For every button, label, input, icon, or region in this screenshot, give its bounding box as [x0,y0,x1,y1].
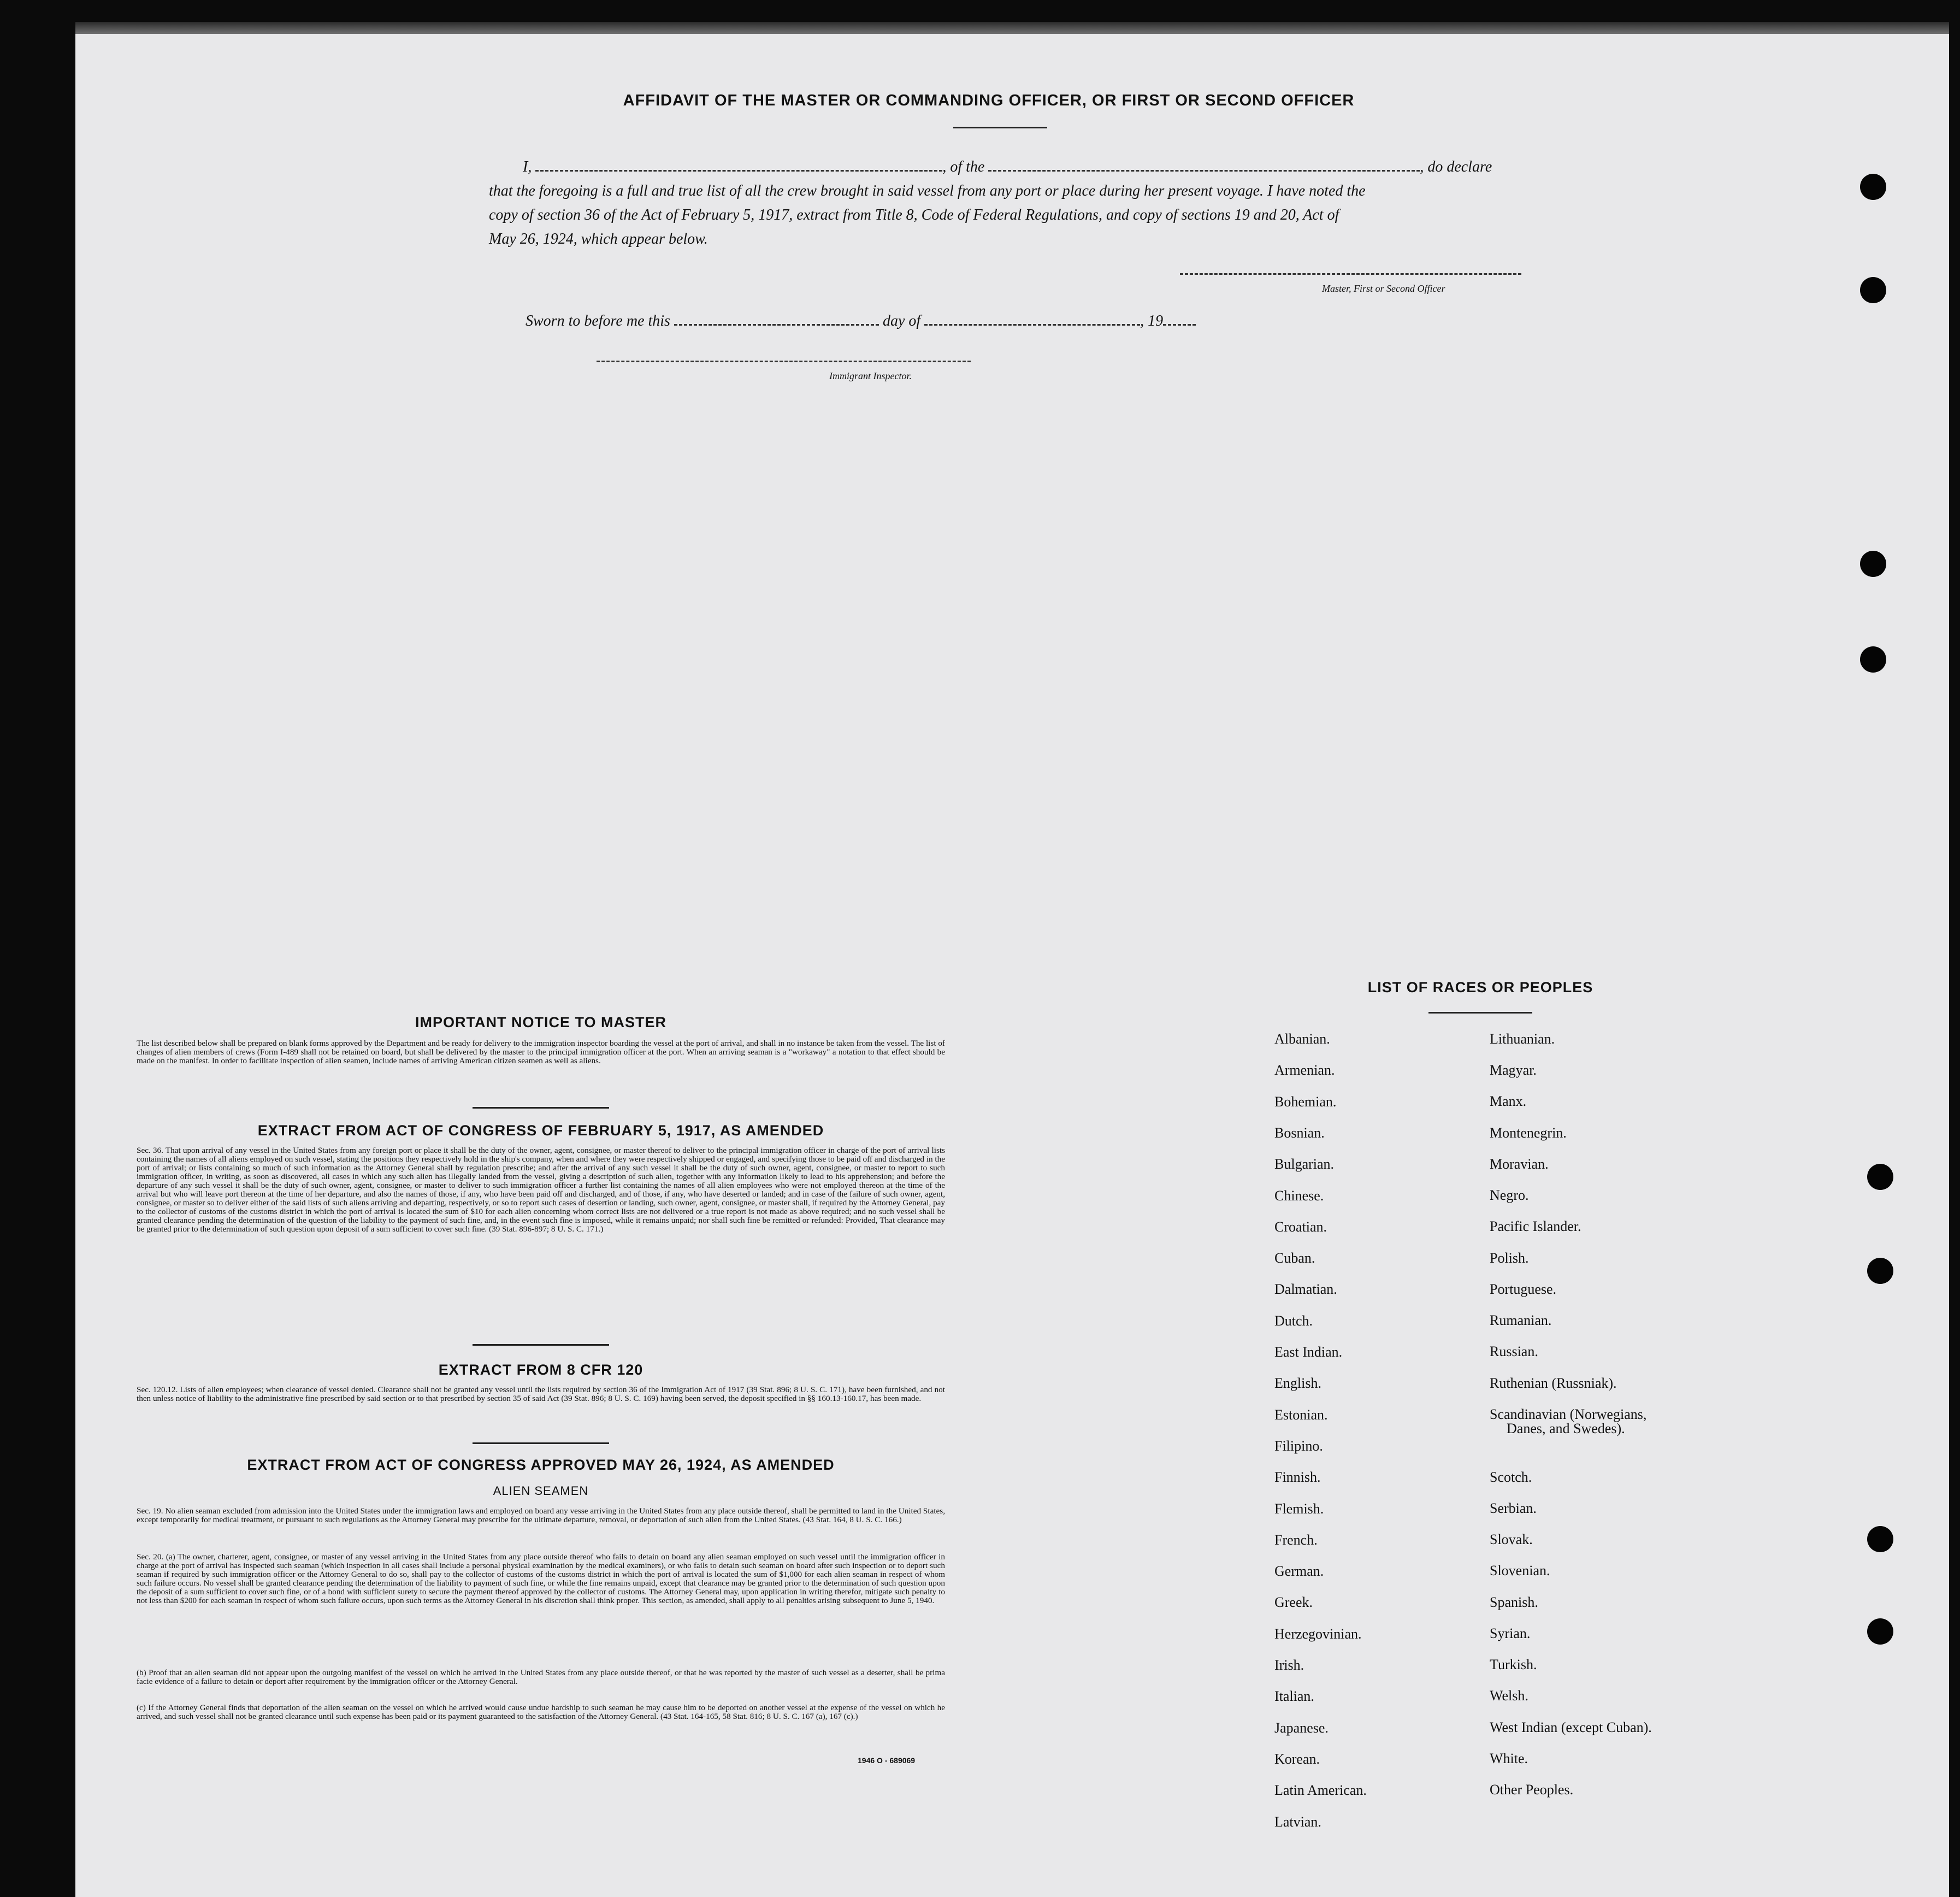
race-item: Korean. [1274,1751,1320,1767]
affidavit-declaration [489,155,1524,251]
race-item: Slovenian. [1490,1563,1550,1578]
race-item: Chinese. [1274,1187,1324,1204]
race-item: Manx. [1490,1093,1527,1109]
divider [1428,1012,1532,1014]
affidavit-declare: , do declare [1420,158,1492,175]
day-of-label: day of [882,313,921,329]
race-item: West Indian (except Cuban). [1490,1719,1652,1735]
race-item: Danes, and Swedes). [1507,1421,1625,1436]
punch-hole [1860,174,1886,200]
sworn-year-blank[interactable] [1163,313,1196,326]
sworn-day-blank[interactable] [674,313,879,326]
punch-hole [1867,1258,1893,1284]
race-item: Moravian. [1490,1156,1549,1172]
name-blank[interactable] [535,159,942,172]
race-item: Greek. [1274,1594,1313,1611]
affidavit-of-the: , of the [942,158,985,175]
race-item: Slovak. [1490,1531,1533,1547]
race-item: Other Peoples. [1490,1782,1574,1798]
race-item: Rumanian. [1490,1312,1552,1328]
races-title: LIST OF RACES OR PEOPLES [1367,979,1593,995]
race-item: Magyar. [1490,1062,1537,1078]
race-item: English. [1274,1375,1321,1392]
punch-hole [1867,1618,1893,1645]
inspector-signature-label: Immigrant Inspector. [829,370,912,381]
race-item: White. [1490,1751,1528,1766]
affidavit-title: AFFIDAVIT OF THE MASTER OR COMMANDING OFFICER, OR FIRST OR SECOND OFFICER [623,92,1355,109]
race-item: Montenegrin. [1490,1125,1567,1141]
race-item: Flemish. [1274,1500,1324,1517]
affidavit-line-2: that the foregoing is a full and true list of all the crew brought in said vessel from any port or place during her present voyage. I have noted the [489,182,1366,199]
race-item: Scotch. [1490,1469,1532,1485]
race-item: Dutch. [1274,1312,1313,1329]
punch-hole [1860,277,1886,303]
race-item: Albanian. [1274,1031,1330,1047]
race-item: Russian. [1490,1344,1538,1359]
master-signature-line[interactable] [1180,273,1521,275]
race-item: Finnish. [1274,1469,1321,1486]
race-item: Spanish. [1490,1594,1538,1610]
race-item: Bohemian. [1274,1093,1337,1110]
notice-body: The list described below shall be prepared on blank forms approved by the Department and be ready for delivery to the immigration inspector boarding the vessel at the port of arrival, and shall in no instance be taken from the vessel. The list of changes of alien members of crews (Form I-489 shall not be retained on board, but shall be delivered by the master to the principal immigration officer at the port. When an arriving seaman is a "workaway" a notation to that effect should be made on the manifest. In order to facilitate inspection of alien seamen, include names of arriving American citizen seamen as well as aliens. [137,1039,945,1065]
race-item: Lithuanian. [1490,1031,1555,1047]
print-code: 1946 O - 689069 [858,1756,916,1765]
race-item: Ruthenian (Russniak). [1490,1375,1617,1391]
sworn-line [526,309,1196,333]
extract-1917-title: EXTRACT FROM ACT OF CONGRESS OF FEBRUARY 5, 1917, AS AMENDED [257,1122,824,1139]
extract-1917-body: Sec. 36. That upon arrival of any vessel in the United States from any foreign port or place it shall be the duty of the owner, agent, consignee, or master thereof to deliver to the principal immigration officer in charge of the port of arrival lists containing the names of all aliens employed on such vessel, stating the positions they respectively hold in the ship's company, when and where they were respectively shipped or engaged, and specifying those to be paid off and discharged in the port of arrival; or lists containing so much of such information as the Attorney General shall by regulation prescribe; and after the arrival of any such vessel it shall be the duty of such owner, agent, consignee, or master to report to such immigration officer, in writing, as soon as discovered, all cases in which any such alien has illegally landed from the vessel, giving a description of such alien, together with any information likely to lead to his apprehension; and before the departure of any such vessel it shall be the duty of such owner, agent, consignee, or master to deliver to such immigration officer a further list containing the names of all alien employees who were not employed thereon at the time of the arrival but who will leave port thereon at the time of her departure, and also the names of those, if any, who have been paid off and discharged, and of those, if any, who have deserted or landed; and in case of the failure of such owner, agent, consignee, or master so to deliver either of the said lists of such aliens arriving and departing, respectively, or so to report such cases of desertion or landing, such owner, agent, consignee, or master shall, if required by the Attorney General, pay to the collector of customs of the customs district in which the port of arrival is located the sum of $10 for each alien concerning whom correct lists are not delivered or a true report is not made as above required; and no such vessel shall be granted clearance pending the determination of the question of the liability to the payment of such fine, and, in the event such fine is imposed, while it remains unpaid; nor shall such fine be remitted or refunded: Provided, That clearance may be granted prior to the determination of such question upon deposit of a sum sufficient to cover such fine. (39 Stat. 896-897; 8 U. S. C. 171.) [137,1146,945,1234]
punch-hole [1860,551,1886,577]
punch-hole [1867,1526,1893,1552]
race-item: Italian. [1274,1688,1314,1705]
affidavit-line-3: copy of section 36 of the Act of February 5, 1917, extract from Title 8, Code of Federal Regulations, and copy of sections 19 and 20, Act of [489,207,1339,223]
extract-1924-sec19: Sec. 19. No alien seaman excluded from admission into the United States under the immigration laws and employed on board any vesse arriving in the United States from any place outside thereof, shall be permitted to land in the United States, except temporarily for medical treatment, or pursuant to such regulations as the Attorney General may prescribe for the ultimate departure, removal, or deportation of such alien from the United States. (43 Stat. 164, 8 U. S. C. 166.) [137,1506,945,1524]
sworn-label: Sworn to before me this [526,313,670,329]
race-item: Serbian. [1490,1500,1537,1516]
race-item: Turkish. [1490,1657,1537,1672]
race-item: Armenian. [1274,1062,1335,1079]
race-item: Latin American. [1274,1782,1367,1799]
divider [473,1344,609,1346]
extract-1924-sec20a: Sec. 20. (a) The owner, charterer, agent, consignee, or master of any vessel arriving in the United States from any place outside thereof who fails to detain on board any alien seaman employed on such vessel until the immigration officer in charge at the port of arrival has inspected such seaman (which inspection in all cases shall include a personal physical examination by the medical examiners), or who fails to detain such seaman on board after such inspection or to deport such seaman if required by such immigration officer or the Attorney General to do so, shall pay to the collector of customs of the customs district in which the port of arrival is located the sum of $1,000 for each alien seaman in respect of whom such failure occurs. No vessel shall be granted clearance pending the determination of the liability to payment of such fine, or while the fine remains unpaid, except that clearance may be granted prior to the determination of such question upon the deposit of a sum sufficient to cover such fine, or of a bond with sufficient surety to secure the payment thereof approved by the collector of customs. The Attorney General may, upon application in writing therefor, mitigate such penalty to not less than $200 for each seaman in respect of whom such failure occurs, upon such terms as the Attorney General in his discretion shall think proper. This section, as amended, shall apply to all penalties arising subsequent to June 5, 1940. [137,1552,945,1605]
race-item: Cuban. [1274,1250,1315,1266]
race-item: French. [1274,1531,1318,1548]
race-item: Negro. [1490,1187,1529,1203]
divider [473,1107,609,1109]
race-item: Estonian. [1274,1406,1328,1423]
race-item: Scandinavian (Norwegians, [1490,1406,1647,1422]
divider [473,1442,609,1444]
extract-1924-title: EXTRACT FROM ACT OF CONGRESS APPROVED MAY 26, 1924, AS AMENDED [247,1457,835,1473]
race-item: Latvian. [1274,1813,1321,1830]
race-item: Bulgarian. [1274,1156,1335,1173]
extract-cfr-body: Sec. 120.12. Lists of alien employees; when clearance of vessel denied. Clearance shall not be granted any vessel until the lists required by section 36 of the Immigration Act of 1917 (39 Stat. 896; 8 U. S. C. 171), have been furnished, and not then unless notice of liability to the administrative fine prescribed by said section or to that prescribed by section 35 of said Act (39 Stat. 896; 8 U. S. C. 169) having been served, the deposit specified in §§ 160.13-160.17, has been made. [137,1385,945,1403]
race-item: Polish. [1490,1250,1529,1266]
punch-hole [1860,646,1886,673]
race-item: Filipino. [1274,1438,1323,1454]
race-item: Dalmatian. [1274,1281,1337,1298]
affidavit-i: I, [523,158,532,175]
vessel-blank[interactable] [988,159,1420,172]
race-item: Pacific Islander. [1490,1218,1581,1234]
race-item: Portuguese. [1490,1281,1557,1297]
race-item: East Indian. [1274,1344,1343,1360]
extract-1924-subtitle: ALIEN SEAMEN [493,1484,589,1498]
race-item: Bosnian. [1274,1124,1325,1141]
race-item: Syrian. [1490,1625,1531,1641]
extract-1924-sec20b: (b) Proof that an alien seaman did not appear upon the outgoing manifest of the vessel on which he arrived in the United States from any place outside thereof, or that he was reported by the master of such vessel as a deserter, shall be prima facie evidence of a failure to detain or deport after requirement by the immigration officer or the Attorney General. [137,1668,945,1686]
divider [953,127,1047,128]
race-item: Japanese. [1274,1719,1329,1736]
notice-title: IMPORTANT NOTICE TO MASTER [415,1014,666,1030]
extract-cfr-title: EXTRACT FROM 8 CFR 120 [438,1362,644,1378]
affidavit-line-4: May 26, 1924, which appear below. [489,231,708,248]
punch-hole [1867,1164,1893,1190]
affidavit-line-1 [489,155,1524,179]
race-item: German. [1274,1563,1324,1580]
race-item: Herzegovinian. [1274,1625,1362,1642]
race-item: Irish. [1274,1657,1304,1673]
year-prefix: , 19 [1140,313,1164,329]
race-item: Croatian. [1274,1218,1327,1235]
race-item: Welsh. [1490,1688,1528,1704]
sworn-month-blank[interactable] [924,313,1140,326]
extract-1924-sec20c: (c) If the Attorney General finds that deportation of the alien seaman on the vessel on which he arrived would cause undue hardship to such seaman he may cause him to be deported on another vessel at the expense of the vessel on which he arrived, and such vessel shall not be granted clearance until such expense has been paid or its payment guaranteed to the satisfaction of the Attorney General. (43 Stat. 164-165, 58 Stat. 816; 8 U. S. C. 167 (a), 167 (c).) [137,1703,945,1721]
inspector-signature-line[interactable] [597,361,971,362]
master-signature-label: Master, First or Second Officer [1322,283,1445,294]
